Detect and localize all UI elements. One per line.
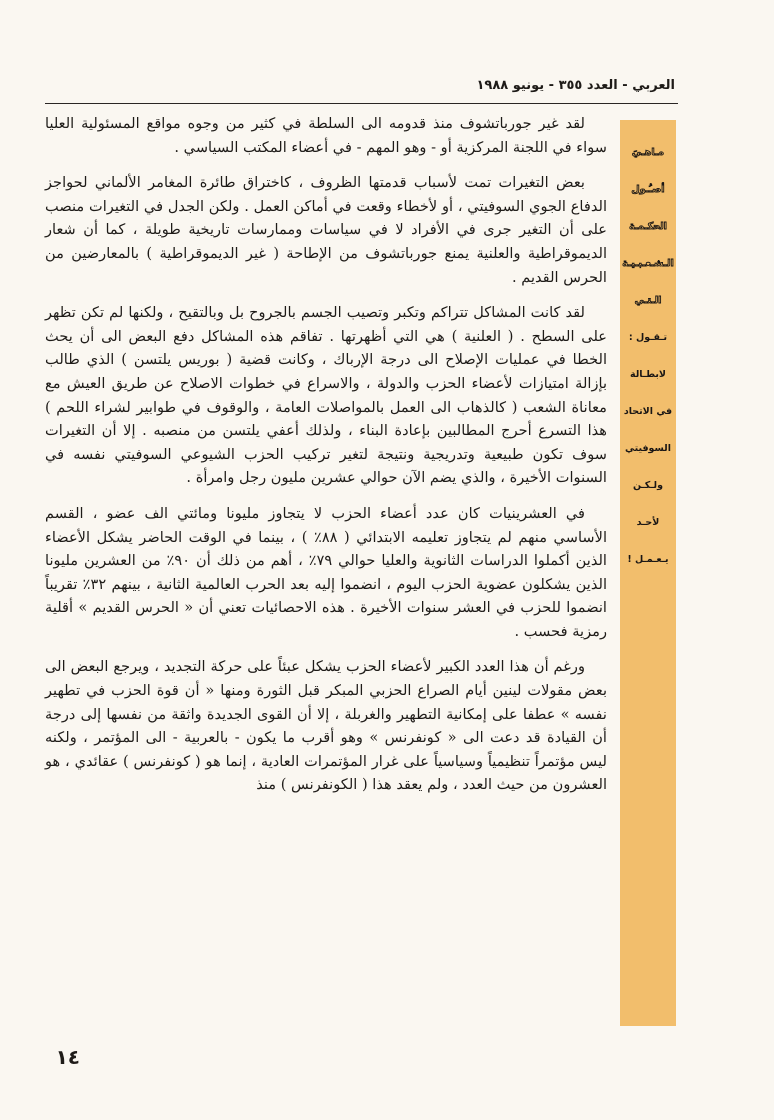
page-number: ١٤: [55, 1045, 80, 1069]
sidebar-heading-line: أصـُـول: [631, 184, 665, 195]
sidebar-heading-box: [620, 120, 676, 1026]
sidebar-heading-line: السوفيتي: [624, 443, 672, 454]
sidebar-heading-line: يـعـمـل !: [627, 554, 669, 565]
sidebar-heading-line: مـاهـيَ: [631, 147, 665, 158]
article-paragraph: في العشرينيات كان عدد أعضاء الحزب لا يتجاوز مليونا ومائتي الف عضو ، القسم الأساسي منهم لم يتجاوز تعليمه الابتدائي ( ٨٨٪ ) ، بينما في الوقت الحاضر يشكل الأعضاء الذين أكملوا الدراسات الثانوية والعليا حوالي ٧٩٪ ، أهم من ذلك أن ٩٠٪ من العشرين مليونا الذين يشكلون عضوية الحزب اليوم ، انضموا إليه بعد الحرب العالمية الثانية ، بينهم ٣٢٪ تقريباً انضموا للحزب في العشر سنوات الأخيرة . هذه الاحصائيات تعني أن « الحرس القديم » أقلية رمزية فحسب .: [45, 504, 608, 640]
article-paragraph: لقد غير جورباتشوف منذ قدومه الى السلطة في كثير من وجوه مواقع المسئولية العليا سواء في اللجنة المركزية أو - وهو المهم - في أعضاء المكتب السياسي .: [45, 115, 607, 156]
sidebar-heading-line: الحكـمـة: [629, 221, 667, 232]
sidebar-heading-line: الـتـي: [634, 295, 662, 306]
article-body: [45, 112, 607, 809]
article-paragraph: بعض التغيرات تمت لأسباب قدمتها الظروف ، كاختراق طائرة المغامر الألماني لحواجز الدفاع الجوي السوفيتي ، أو لأخطاء وقعت في أماكن العمل . ولكن الجدل في التغيرات منصب على أن التغير جرى في الأفراد لا في سياسات وممارسات تاريخية طويلة ، كما أن شعار الديموقراطية والعلنية يمنع جورباتشوف من الإطاحة ( غير الديموقراطية ) بالمعارضين من الحرس القديم .: [45, 174, 607, 286]
header-rule: [45, 103, 678, 104]
sidebar-heading-line: في الاتحاد: [623, 406, 673, 417]
sidebar-heading-line: لأحـد: [636, 517, 660, 528]
article-paragraph: لقد كانت المشاكل تتراكم وتكبر وتصيب الجسم بالجروح بل وبالتقيح ، ولكنها لم تكن تظهر على السطح . ( العلنية ) هي التي أظهرتها . تفاقم هذه المشاكل دفع البعض الى أن يحث الخطا في عمليات الإصلاح الى درجة الإرباك ، وكانت قضية ( بوريس يلتسن ) الذي طالب بإزالة امتيازات لأعضاء الحزب والدولة ، والاسراع في خطوات الاصلاح عن طريق العيش مع معاناة الشعب ( كالذهاب الى العمل بالمواصلات العامة ، والوقوف في طوابير لشراء اللحم ) هذا التسرع أحرج المطالبين بإعادة البناء ، ولذلك أعفي يلتسن من منصبه . إلا أن التغيرات سوف تكون طبيعية وتدريجية ونتيجة لتغير تركيب الحزب الشيوعي السوفيتي نفسه في السنوات الأخيرة ، والذي يضم الآن حوالي عشرين مليون رجل وامرأة .: [45, 304, 607, 487]
sidebar-heading-line: الـشـعـبـيـة: [622, 258, 674, 269]
sidebar-heading-line: لابطـالة: [629, 369, 667, 380]
article-paragraph: ورغم أن هذا العدد الكبير لأعضاء الحزب يشكل عبئاً على حركة التجديد ، ويرجع البعض الى بعض مقولات لينين أيام الصراع الحزبي المبكر قبل الثورة ومنها « أن قوة الحزب في تطهير نفسه » عطفا على إمكانية التطهير والغربلة ، إلا أن القوى الجديدة واثقة من نفسها إلى درجة أن القيادة قد دعت الى « كونفرنس » وهو أقرب ما يكون - بالعربية - الى المؤتمر ، ولكنه ليس مؤتمراً تنظيمياً وسياسياً على غرار المؤتمرات العادية ، إنما هو ( كونفرنس ) عقائدي ، هو العشرون من حيث العدد ، ولم يعقد هذا ( الكونفرنس ) منذ: [45, 658, 607, 794]
sidebar-heading-line: تـقـول :: [628, 332, 668, 343]
running-header: العربي - العدد ٣٥٥ - يونيو ١٩٨٨: [476, 78, 675, 93]
sidebar-heading-line: ولـكـن: [632, 480, 664, 491]
